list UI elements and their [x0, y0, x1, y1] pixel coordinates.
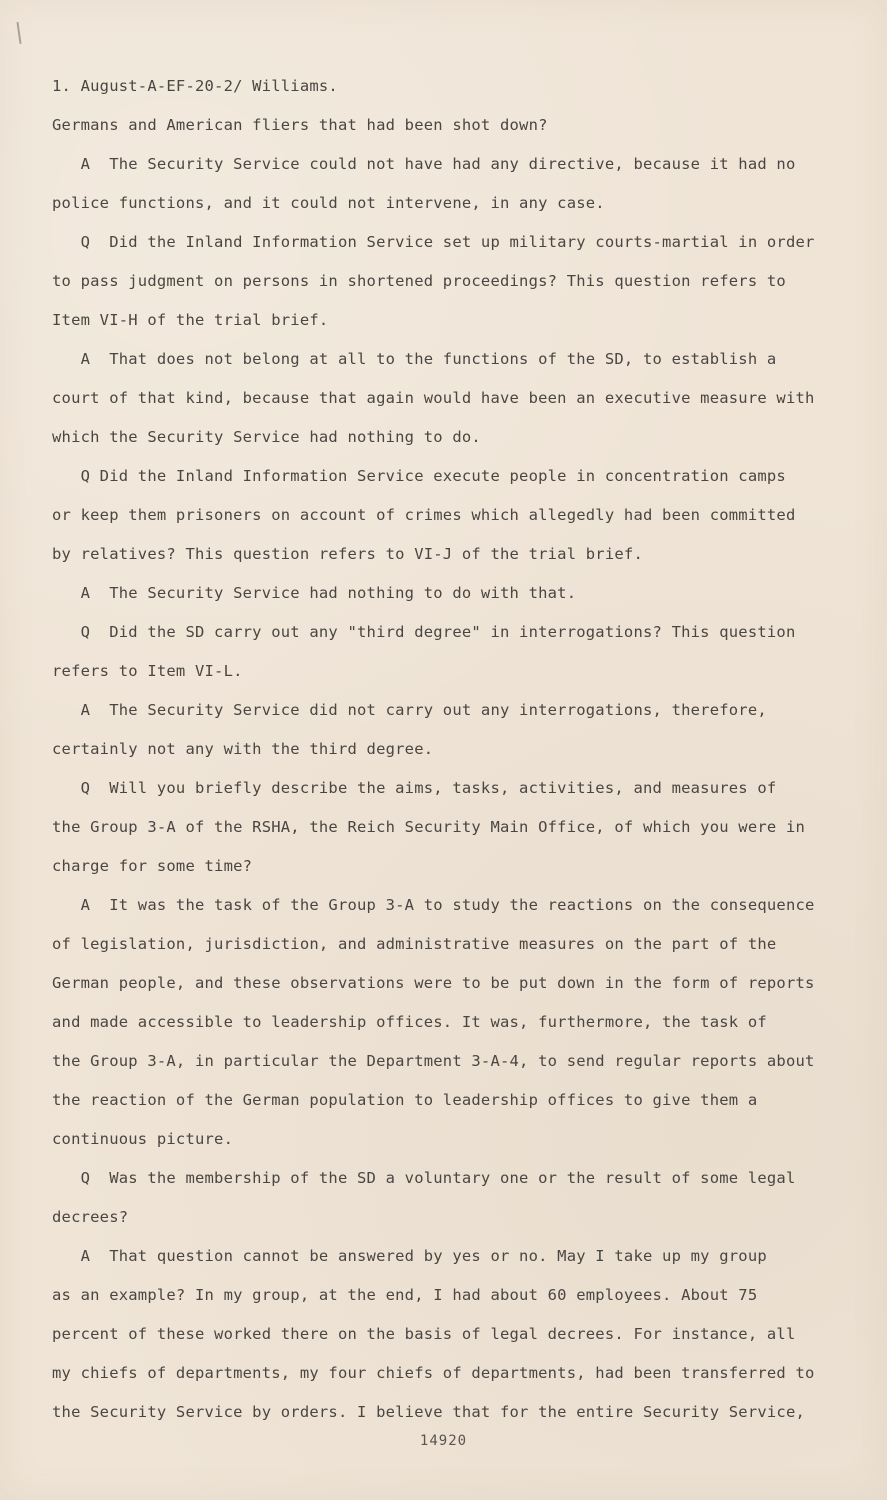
text-line: charge for some time?: [52, 857, 253, 875]
text-line: the reaction of the German population to leadership offices to give them a: [52, 1091, 758, 1109]
text-line: as an example? In my group, at the end, I had about 60 employees. About 75: [52, 1286, 758, 1304]
text-line: A That question cannot be answered by yes or no. May I take up my group: [52, 1247, 767, 1265]
text-line: which the Security Service had nothing to do.: [52, 428, 481, 446]
text-line: by relatives? This question refers to VI-J of the trial brief.: [52, 545, 643, 563]
margin-mark: [16, 22, 21, 44]
text-line: Q Did the Inland Information Service set up military courts-martial in order: [52, 233, 815, 251]
text-line: police functions, and it could not intervene, in any case.: [52, 194, 605, 212]
text-line: A That does not belong at all to the functions of the SD, to establish a: [52, 350, 777, 368]
text-line: certainly not any with the third degree.: [52, 740, 434, 758]
text-line: Germans and American fliers that had been shot down?: [52, 116, 548, 134]
text-line: Q Was the membership of the SD a voluntary one or the result of some legal: [52, 1169, 796, 1187]
text-line: the Group 3-A, in particular the Department 3-A-4, to send regular reports about: [52, 1052, 815, 1070]
text-line: A The Security Service did not carry out any interrogations, therefore,: [52, 701, 767, 719]
document-header: 1. August-A-EF-20-2/ Williams.: [52, 77, 338, 95]
text-line: and made accessible to leadership offices. It was, furthermore, the task of: [52, 1013, 767, 1031]
text-line: decrees?: [52, 1208, 129, 1226]
text-line: the Group 3-A of the RSHA, the Reich Security Main Office, of which you were in: [52, 818, 806, 836]
text-line: to pass judgment on persons in shortened proceedings? This question refers to: [52, 272, 786, 290]
text-line: Q Will you briefly describe the aims, tasks, activities, and measures of: [52, 779, 777, 797]
text-line: court of that kind, because that again would have been an executive measure with: [52, 389, 815, 407]
text-line: percent of these worked there on the basis of legal decrees. For instance, all: [52, 1325, 796, 1343]
text-line: of legislation, jurisdiction, and administrative measures on the part of the: [52, 935, 777, 953]
text-line: Q Did the Inland Information Service execute people in concentration camps: [52, 467, 786, 485]
text-line: my chiefs of departments, my four chiefs of departments, had been transferred to: [52, 1364, 815, 1382]
text-line: A It was the task of the Group 3-A to study the reactions on the consequence: [52, 896, 815, 914]
text-line: or keep them prisoners on account of crimes which allegedly had been committed: [52, 506, 796, 524]
text-line: Q Did the SD carry out any "third degree" in interrogations? This question: [52, 623, 796, 641]
text-line: the Security Service by orders. I believe that for the entire Security Service,: [52, 1403, 806, 1421]
text-line: German people, and these observations were to be put down in the form of reports: [52, 974, 815, 992]
page-number: 14920: [419, 1433, 468, 1449]
text-line: Item VI-H of the trial brief.: [52, 311, 329, 329]
text-line: A The Security Service could not have had any directive, because it had no: [52, 155, 796, 173]
text-line: refers to Item VI-L.: [52, 662, 243, 680]
text-line: continuous picture.: [52, 1130, 234, 1148]
text-line: A The Security Service had nothing to do with that.: [52, 584, 577, 602]
